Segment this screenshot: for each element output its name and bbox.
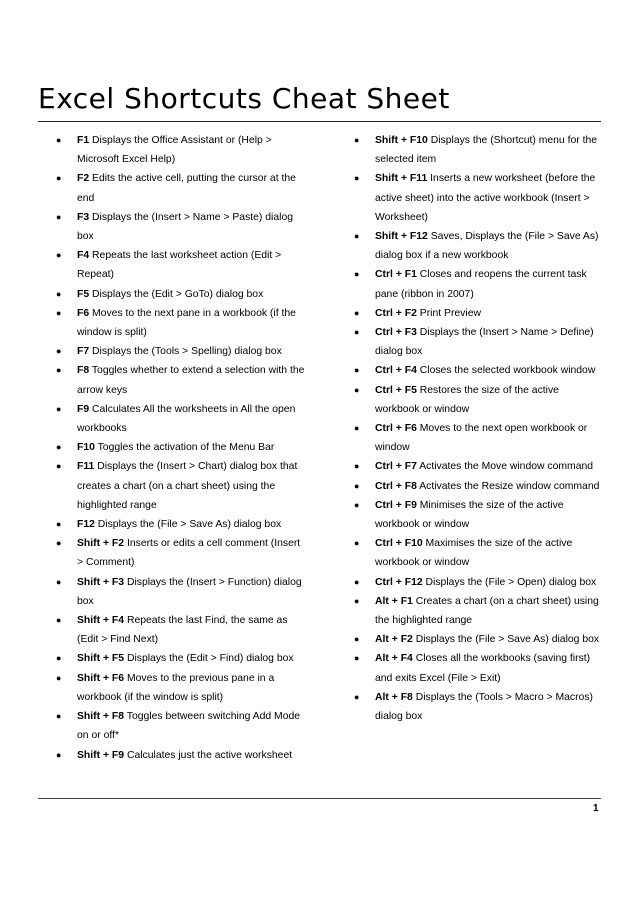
bullet-icon: ● xyxy=(56,173,62,184)
shortcut-description: Calculates just the active worksheet xyxy=(126,749,293,761)
page-number: 1 xyxy=(593,803,599,814)
shortcut-description: Displays the (Edit > GoTo) dialog box xyxy=(92,288,264,300)
shortcut-key: F2 xyxy=(77,173,90,185)
shortcut-key: Alt + F1 xyxy=(375,595,413,607)
bullet-icon: ● xyxy=(354,384,360,395)
title-divider xyxy=(38,121,601,122)
shortcut-description: Displays the (Insert > Name > Paste) dialog box xyxy=(77,211,294,243)
bullet-icon: ● xyxy=(354,173,360,184)
shortcut-description: Toggles the activation of the Menu Bar xyxy=(97,442,275,454)
shortcut-key: Ctrl + F3 xyxy=(375,327,417,339)
shortcut-description: Calculates All the worksheets in All the open workbooks xyxy=(77,403,296,435)
shortcut-key: Alt + F4 xyxy=(375,653,413,665)
shortcut-item xyxy=(354,688,604,726)
shortcut-description: Maximises the size of the active workbook or window xyxy=(375,538,573,569)
shortcut-description: Moves to the next pane in a workbook (if the window is split) xyxy=(77,307,296,339)
bullet-icon: ● xyxy=(354,269,360,280)
bullet-icon: ● xyxy=(354,231,360,242)
shortcut-item xyxy=(354,592,604,630)
shortcut-key: Ctrl + F8 xyxy=(375,480,417,492)
shortcut-item xyxy=(354,131,604,169)
shortcut-description: Displays the (File > Open) dialog box xyxy=(425,576,597,588)
shortcut-item xyxy=(56,669,308,707)
bullet-icon: ● xyxy=(56,749,62,760)
shortcut-item xyxy=(354,361,604,380)
bullet-icon: ● xyxy=(354,691,360,702)
bullet-icon: ● xyxy=(354,327,360,338)
shortcut-key: F1 xyxy=(77,135,90,146)
shortcut-item xyxy=(56,131,308,169)
shortcut-description: Displays the (File > Save As) dialog box xyxy=(415,634,600,646)
shortcut-key: Shift + F4 xyxy=(77,615,125,627)
shortcut-key: F6 xyxy=(77,307,90,319)
shortcut-key: Shift + F8 xyxy=(77,711,125,723)
bullet-icon: ● xyxy=(354,423,360,434)
shortcut-description: Closes the selected workbook window xyxy=(419,365,596,377)
bullet-icon: ● xyxy=(354,576,360,587)
shortcut-key: Alt + F8 xyxy=(375,691,413,703)
shortcut-item xyxy=(354,323,604,361)
shortcut-item xyxy=(56,169,308,207)
shortcut-item xyxy=(56,400,308,438)
shortcut-item xyxy=(354,457,604,476)
bullet-icon: ● xyxy=(56,461,62,472)
shortcut-description: Closes and reopens the current task pane (ribbon in 2007) xyxy=(375,269,587,300)
shortcut-item xyxy=(354,630,604,649)
shortcut-description: Print Preview xyxy=(419,307,481,319)
shortcut-description: Moves to the previous pane in a workbook (if the window is split) xyxy=(77,672,275,703)
shortcut-item xyxy=(56,649,308,668)
shortcut-description: Displays the (Insert > Chart) dialog box that creates a chart (on a chart sheet) using the highlighted range xyxy=(77,461,298,511)
shortcut-key: Shift + F3 xyxy=(77,576,125,588)
shortcut-key: Shift + F2 xyxy=(77,538,125,550)
shortcut-item xyxy=(354,477,604,496)
right-shortcut-list xyxy=(354,131,604,726)
shortcut-key: Ctrl + F6 xyxy=(375,423,417,435)
bullet-icon: ● xyxy=(354,653,360,664)
shortcut-item xyxy=(354,304,604,323)
shortcut-description: Inserts a new worksheet (before the active sheet) into the active workbook (Insert > Worksheet) xyxy=(375,173,596,223)
shortcut-key: Ctrl + F2 xyxy=(375,307,417,319)
bullet-icon: ● xyxy=(56,538,62,549)
shortcut-description: Closes all the workbooks (saving first) and exits Excel (File > Exit) xyxy=(375,653,591,684)
shortcut-item xyxy=(56,438,308,457)
shortcut-description: Displays the (Tools > Macro > Macros) dialog box xyxy=(375,691,593,723)
shortcut-key: Shift + F9 xyxy=(77,749,125,761)
shortcut-description: Displays the (Insert > Function) dialog box xyxy=(77,576,302,607)
bullet-icon: ● xyxy=(56,519,62,530)
bullet-icon: ● xyxy=(56,135,62,145)
bullet-icon: ● xyxy=(56,615,62,626)
bullet-icon: ● xyxy=(56,442,62,453)
shortcut-key: Ctrl + F1 xyxy=(375,269,417,281)
footer-divider xyxy=(38,798,601,799)
bullet-icon: ● xyxy=(56,365,62,376)
shortcut-description: Toggles whether to extend a selection with the arrow keys xyxy=(77,365,305,396)
left-shortcut-list xyxy=(56,131,308,765)
shortcut-key: F8 xyxy=(77,365,90,377)
shortcut-item xyxy=(56,746,308,765)
shortcut-item xyxy=(354,265,604,303)
shortcut-description: Displays the (Shortcut) menu for the selected item xyxy=(375,135,598,166)
shortcut-key: F12 xyxy=(77,519,95,531)
shortcut-item xyxy=(56,534,308,572)
bullet-icon: ● xyxy=(354,461,360,472)
bullet-icon: ● xyxy=(56,672,62,683)
shortcut-item xyxy=(56,457,308,515)
shortcut-item xyxy=(56,342,308,361)
shortcut-key: Shift + F11 xyxy=(375,173,428,185)
shortcut-item xyxy=(56,208,308,246)
shortcut-item xyxy=(56,611,308,649)
page-title: Excel Shortcuts Cheat Sheet xyxy=(38,82,450,115)
shortcut-item xyxy=(354,169,604,227)
shortcut-item xyxy=(56,573,308,611)
bullet-icon: ● xyxy=(56,576,62,587)
shortcut-item xyxy=(354,419,604,457)
shortcut-description: Displays the Office Assistant or (Help > Microsoft Excel Help) xyxy=(77,135,272,166)
shortcut-key: Ctrl + F5 xyxy=(375,384,417,396)
shortcut-item xyxy=(56,707,308,745)
shortcut-description: Displays the (Edit > Find) dialog box xyxy=(126,653,294,665)
bullet-icon: ● xyxy=(354,307,360,318)
bullet-icon: ● xyxy=(354,135,360,145)
bullet-icon: ● xyxy=(354,634,360,645)
shortcut-description: Displays the (Tools > Spelling) dialog box xyxy=(92,346,282,358)
shortcut-key: Shift + F5 xyxy=(77,653,125,665)
shortcut-item xyxy=(56,304,308,342)
shortcut-item xyxy=(56,361,308,399)
shortcut-description: Creates a chart (on a chart sheet) using the highlighted range xyxy=(375,595,599,627)
shortcut-description: Moves to the next open workbook or window xyxy=(375,423,588,454)
shortcut-item xyxy=(56,246,308,284)
bullet-icon: ● xyxy=(354,595,360,606)
shortcut-key: Ctrl + F9 xyxy=(375,499,417,511)
shortcut-key: F3 xyxy=(77,211,90,223)
shortcut-key: F9 xyxy=(77,403,90,415)
bullet-icon: ● xyxy=(56,346,62,357)
shortcut-key: Shift + F12 xyxy=(375,231,428,243)
shortcut-item xyxy=(354,496,604,534)
shortcut-description: Repeats the last Find, the same as (Edit > Find Next) xyxy=(77,615,288,646)
shortcut-key: F10 xyxy=(77,442,95,454)
bullet-icon: ● xyxy=(56,211,62,222)
shortcut-description: Toggles between switching Add Mode on or off* xyxy=(77,711,301,742)
bullet-icon: ● xyxy=(56,307,62,318)
bullet-icon: ● xyxy=(56,403,62,414)
shortcut-key: Ctrl + F10 xyxy=(375,538,423,550)
shortcut-description: Minimises the size of the active workbook or window xyxy=(375,499,564,531)
shortcut-key: F5 xyxy=(77,288,90,300)
shortcut-description: Saves, Displays the (File > Save As) dialog box if a new workbook xyxy=(375,231,599,262)
bullet-icon: ● xyxy=(354,499,360,510)
shortcut-key: F4 xyxy=(77,250,90,262)
shortcut-key: Ctrl + F4 xyxy=(375,365,417,377)
shortcut-description: Inserts or edits a cell comment (Insert > Comment) xyxy=(77,538,301,569)
shortcut-item xyxy=(354,381,604,419)
shortcut-item xyxy=(354,534,604,572)
bullet-icon: ● xyxy=(354,480,360,491)
shortcut-key: F11 xyxy=(77,461,95,473)
bullet-icon: ● xyxy=(56,653,62,664)
shortcut-key: Shift + F10 xyxy=(375,135,428,146)
shortcut-item xyxy=(354,227,604,265)
shortcut-description: Edits the active cell, putting the cursor at the end xyxy=(77,173,296,204)
bullet-icon: ● xyxy=(56,250,62,261)
shortcut-item xyxy=(354,649,604,687)
shortcut-description: Displays the (Insert > Name > Define) dialog box xyxy=(375,327,594,358)
shortcut-key: Alt + F2 xyxy=(375,634,413,646)
shortcut-key: Ctrl + F12 xyxy=(375,576,423,588)
shortcut-key: Shift + F6 xyxy=(77,672,125,684)
bullet-icon: ● xyxy=(354,538,360,549)
bullet-icon: ● xyxy=(56,711,62,722)
shortcut-description: Repeats the last worksheet action (Edit > Repeat) xyxy=(77,250,282,281)
shortcut-item xyxy=(56,285,308,304)
shortcut-key: F7 xyxy=(77,346,90,358)
shortcut-description: Restores the size of the active workbook or window xyxy=(375,384,559,415)
shortcut-description: Activates the Resize window command xyxy=(419,480,600,492)
shortcut-item xyxy=(354,573,604,592)
shortcut-description: Displays the (File > Save As) dialog box xyxy=(97,519,282,531)
bullet-icon: ● xyxy=(56,288,62,299)
shortcut-key: Ctrl + F7 xyxy=(375,461,417,473)
shortcut-description: Activates the Move window command xyxy=(419,461,594,473)
shortcut-item xyxy=(56,515,308,534)
bullet-icon: ● xyxy=(354,365,360,376)
